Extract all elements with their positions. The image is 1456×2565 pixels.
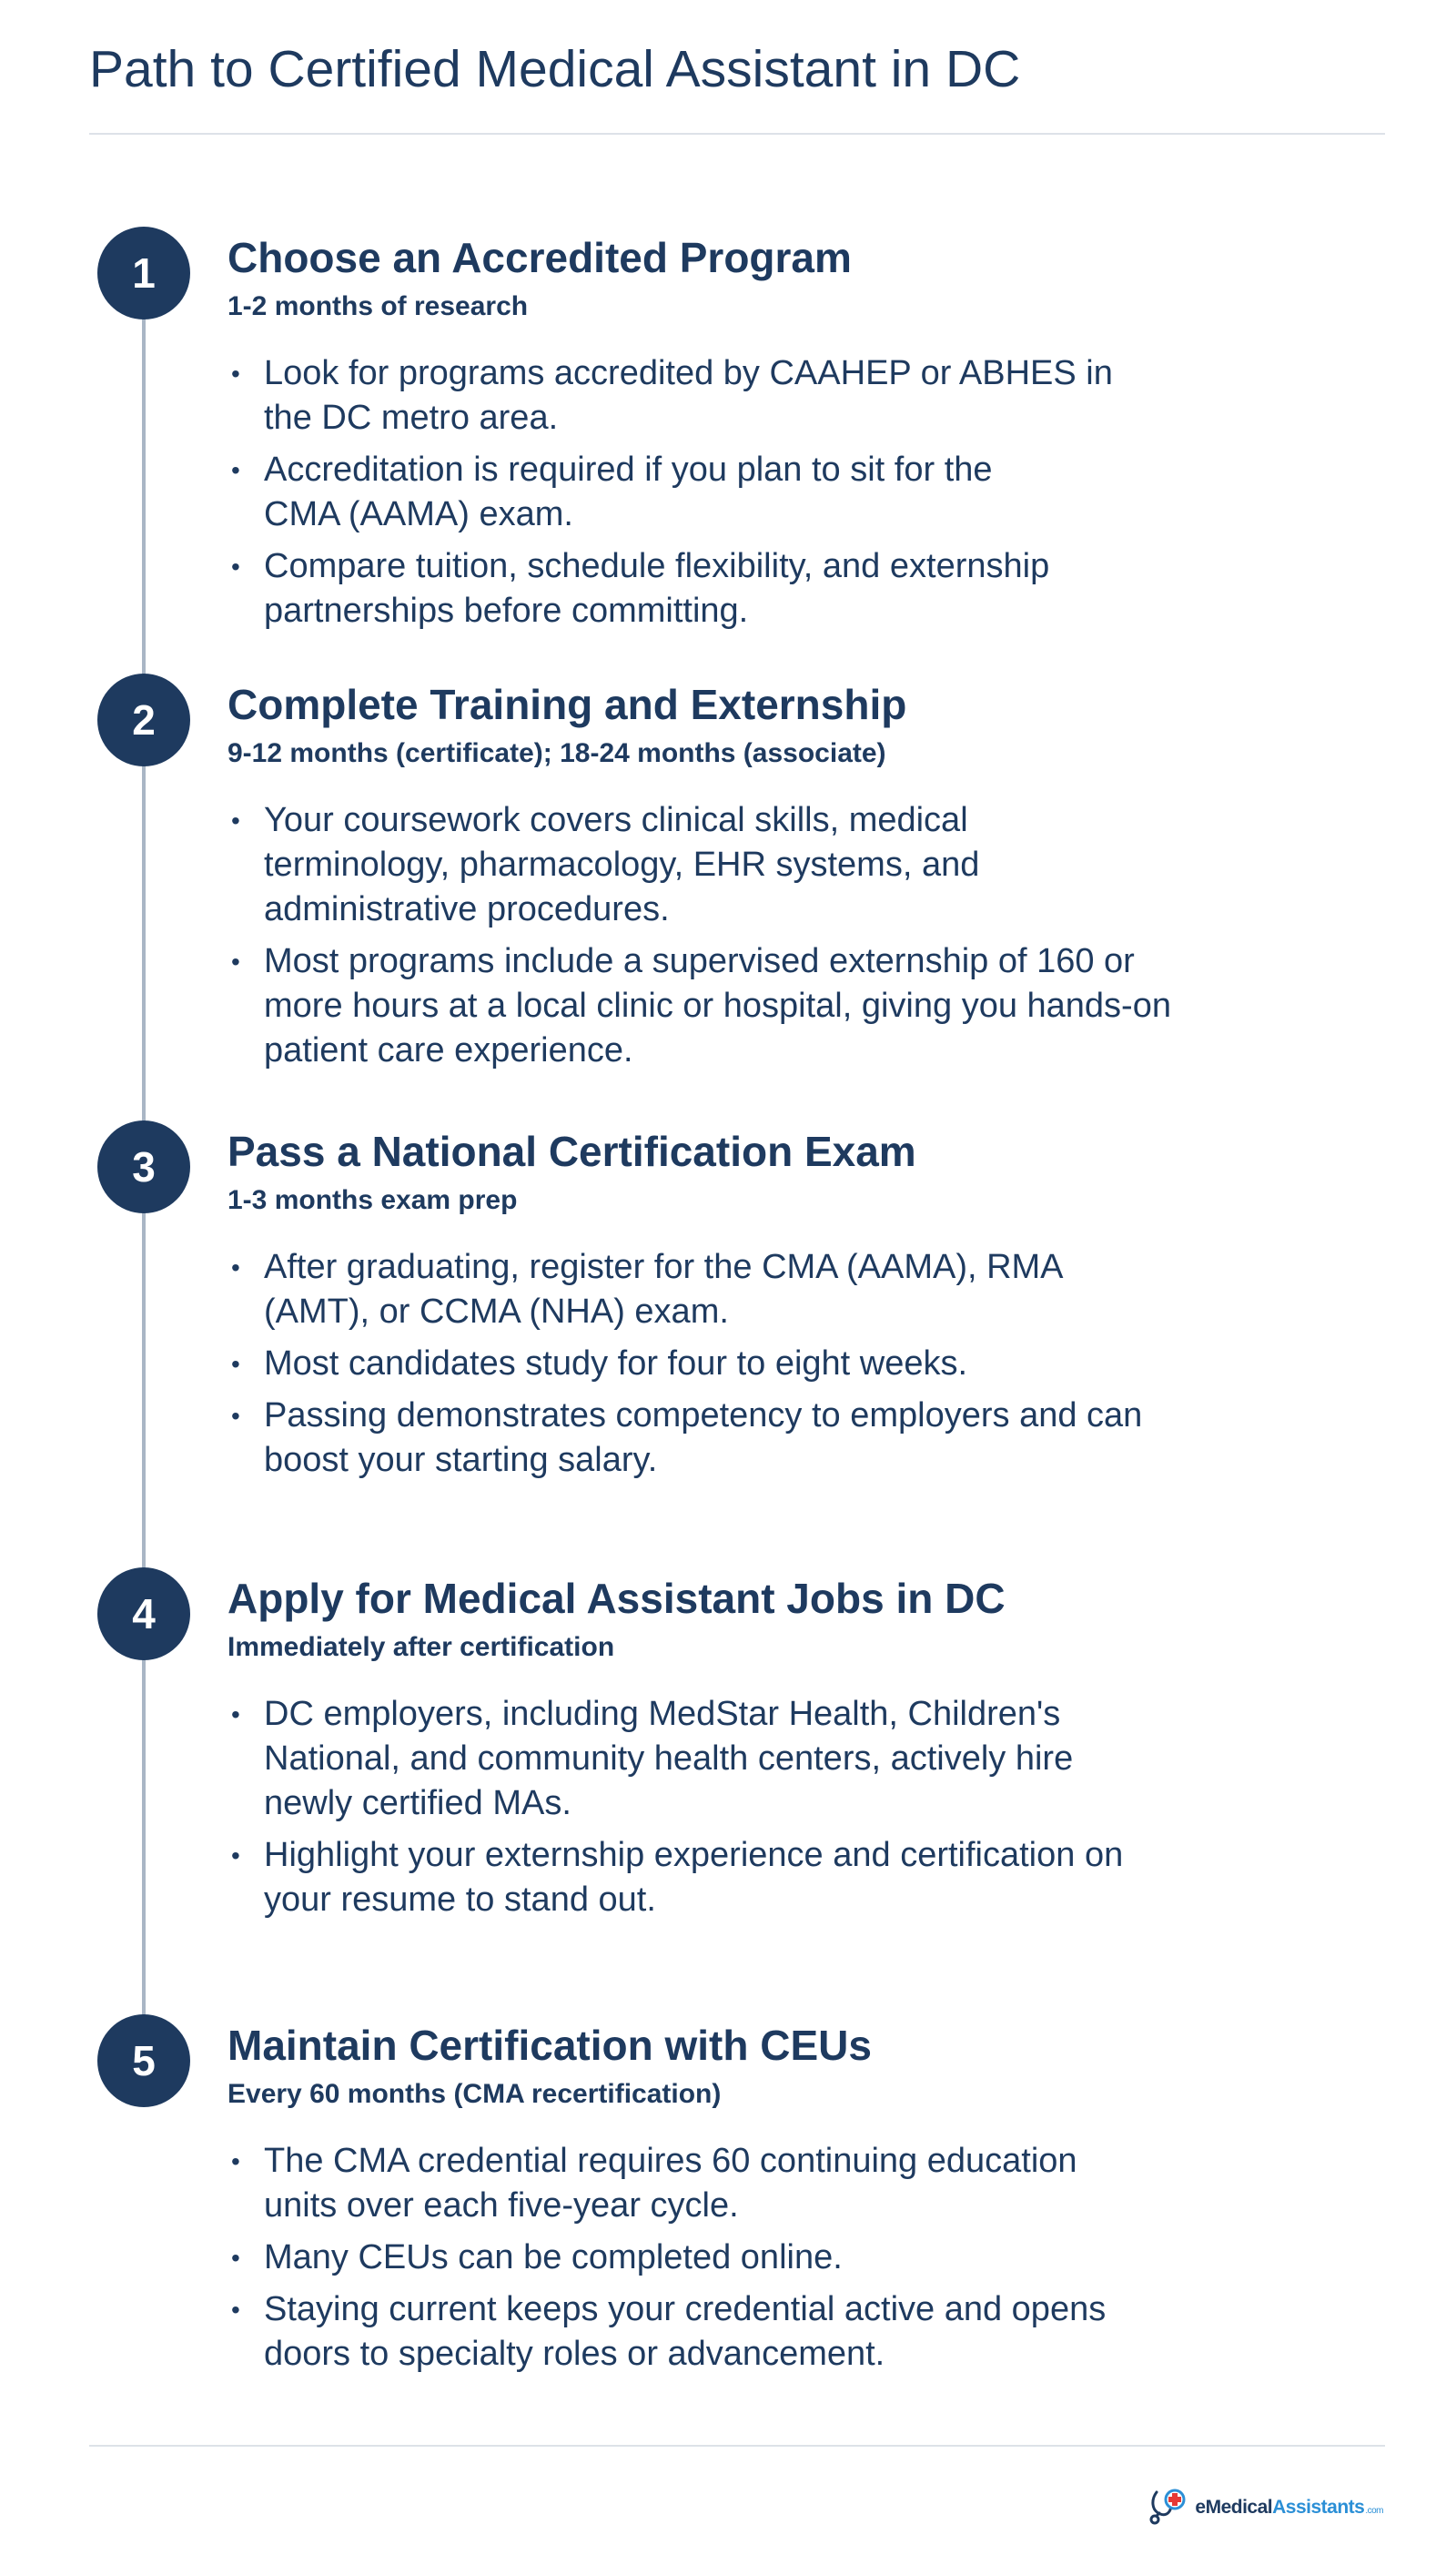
header-divider (89, 133, 1385, 135)
list-item: • The CMA credential requires 60 continuing education units over each five-year cycle. (228, 2139, 1119, 2228)
stethoscope-cross-icon (1148, 2487, 1189, 2529)
step-bullet-list (228, 351, 1228, 641)
step-duration: 9-12 months (certificate); 18-24 months (associate) (228, 738, 886, 768)
list-item: • Most programs include a supervised externship of 160 or more hours at a local clinic or hospital, giving you hands-on patient care experience. (228, 939, 1183, 1073)
step-duration: 1-2 months of research (228, 291, 529, 321)
step-title: Maintain Certification with CEUs (228, 2022, 872, 2069)
step-number-badge: 4 (97, 1567, 190, 1660)
list-item: • Staying current keeps your credential active and opens doors to specialty roles or advancement. (228, 2287, 1174, 2377)
brand-wordmark-secondary: Assistants (1272, 2497, 1365, 2518)
brand-logo (1148, 2487, 1383, 2529)
list-item: • Most candidates study for four to eight weeks. (228, 1342, 1174, 1386)
step-number-badge: 2 (97, 674, 190, 766)
list-item: • Highlight your externship experience and certification on your resume to stand out. (228, 1833, 1128, 1922)
step-title: Complete Training and Externship (228, 681, 907, 728)
step-number-badge: 1 (97, 227, 190, 319)
step-title: Choose an Accredited Program (228, 234, 852, 281)
footer-divider (89, 2445, 1385, 2447)
step-number-badge: 3 (97, 1120, 190, 1213)
step-bullet-list (228, 1692, 1228, 1930)
step-duration: Immediately after certification (228, 1632, 615, 1662)
brand-wordmark (1195, 2497, 1383, 2519)
brand-wordmark-suffix: .com (1365, 2506, 1383, 2516)
list-item: • Many CEUs can be completed online. (228, 2236, 1174, 2280)
list-item: • Compare tuition, schedule flexibility, and externship partnerships before committing. (228, 544, 1138, 634)
step-duration: 1-3 months exam prep (228, 1185, 518, 1215)
step-bullet-list (228, 2139, 1228, 2384)
list-item: • Your coursework covers clinical skills, medical terminology, pharmacology, EHR systems, and administrative procedures. (228, 798, 1046, 932)
step-title: Pass a National Certification Exam (228, 1128, 916, 1175)
step-number-badge: 5 (97, 2014, 190, 2107)
list-item: • After graduating, register for the CMA (AAMA), RMA (AMT), or CCMA (NHA) exam. (228, 1245, 1119, 1334)
step-duration: Every 60 months (CMA recertification) (228, 2079, 722, 2109)
step-bullet-list (228, 1245, 1228, 1490)
list-item: • Look for programs accredited by CAAHEP or ABHES in the DC metro area. (228, 351, 1156, 441)
list-item: • DC employers, including MedStar Health, Children's National, and community health centers, actively hire newly certified MAs. (228, 1692, 1119, 1826)
page-title: Path to Certified Medical Assistant in DC (89, 40, 1021, 98)
step-title: Apply for Medical Assistant Jobs in DC (228, 1575, 1006, 1622)
list-item: • Passing demonstrates competency to employers and can boost your starting salary. (228, 1394, 1183, 1483)
brand-wordmark-primary: eMedical (1195, 2497, 1273, 2518)
list-item: • Accreditation is required if you plan to sit for the CMA (AAMA) exam. (228, 448, 1046, 537)
step-bullet-list (228, 798, 1228, 1080)
